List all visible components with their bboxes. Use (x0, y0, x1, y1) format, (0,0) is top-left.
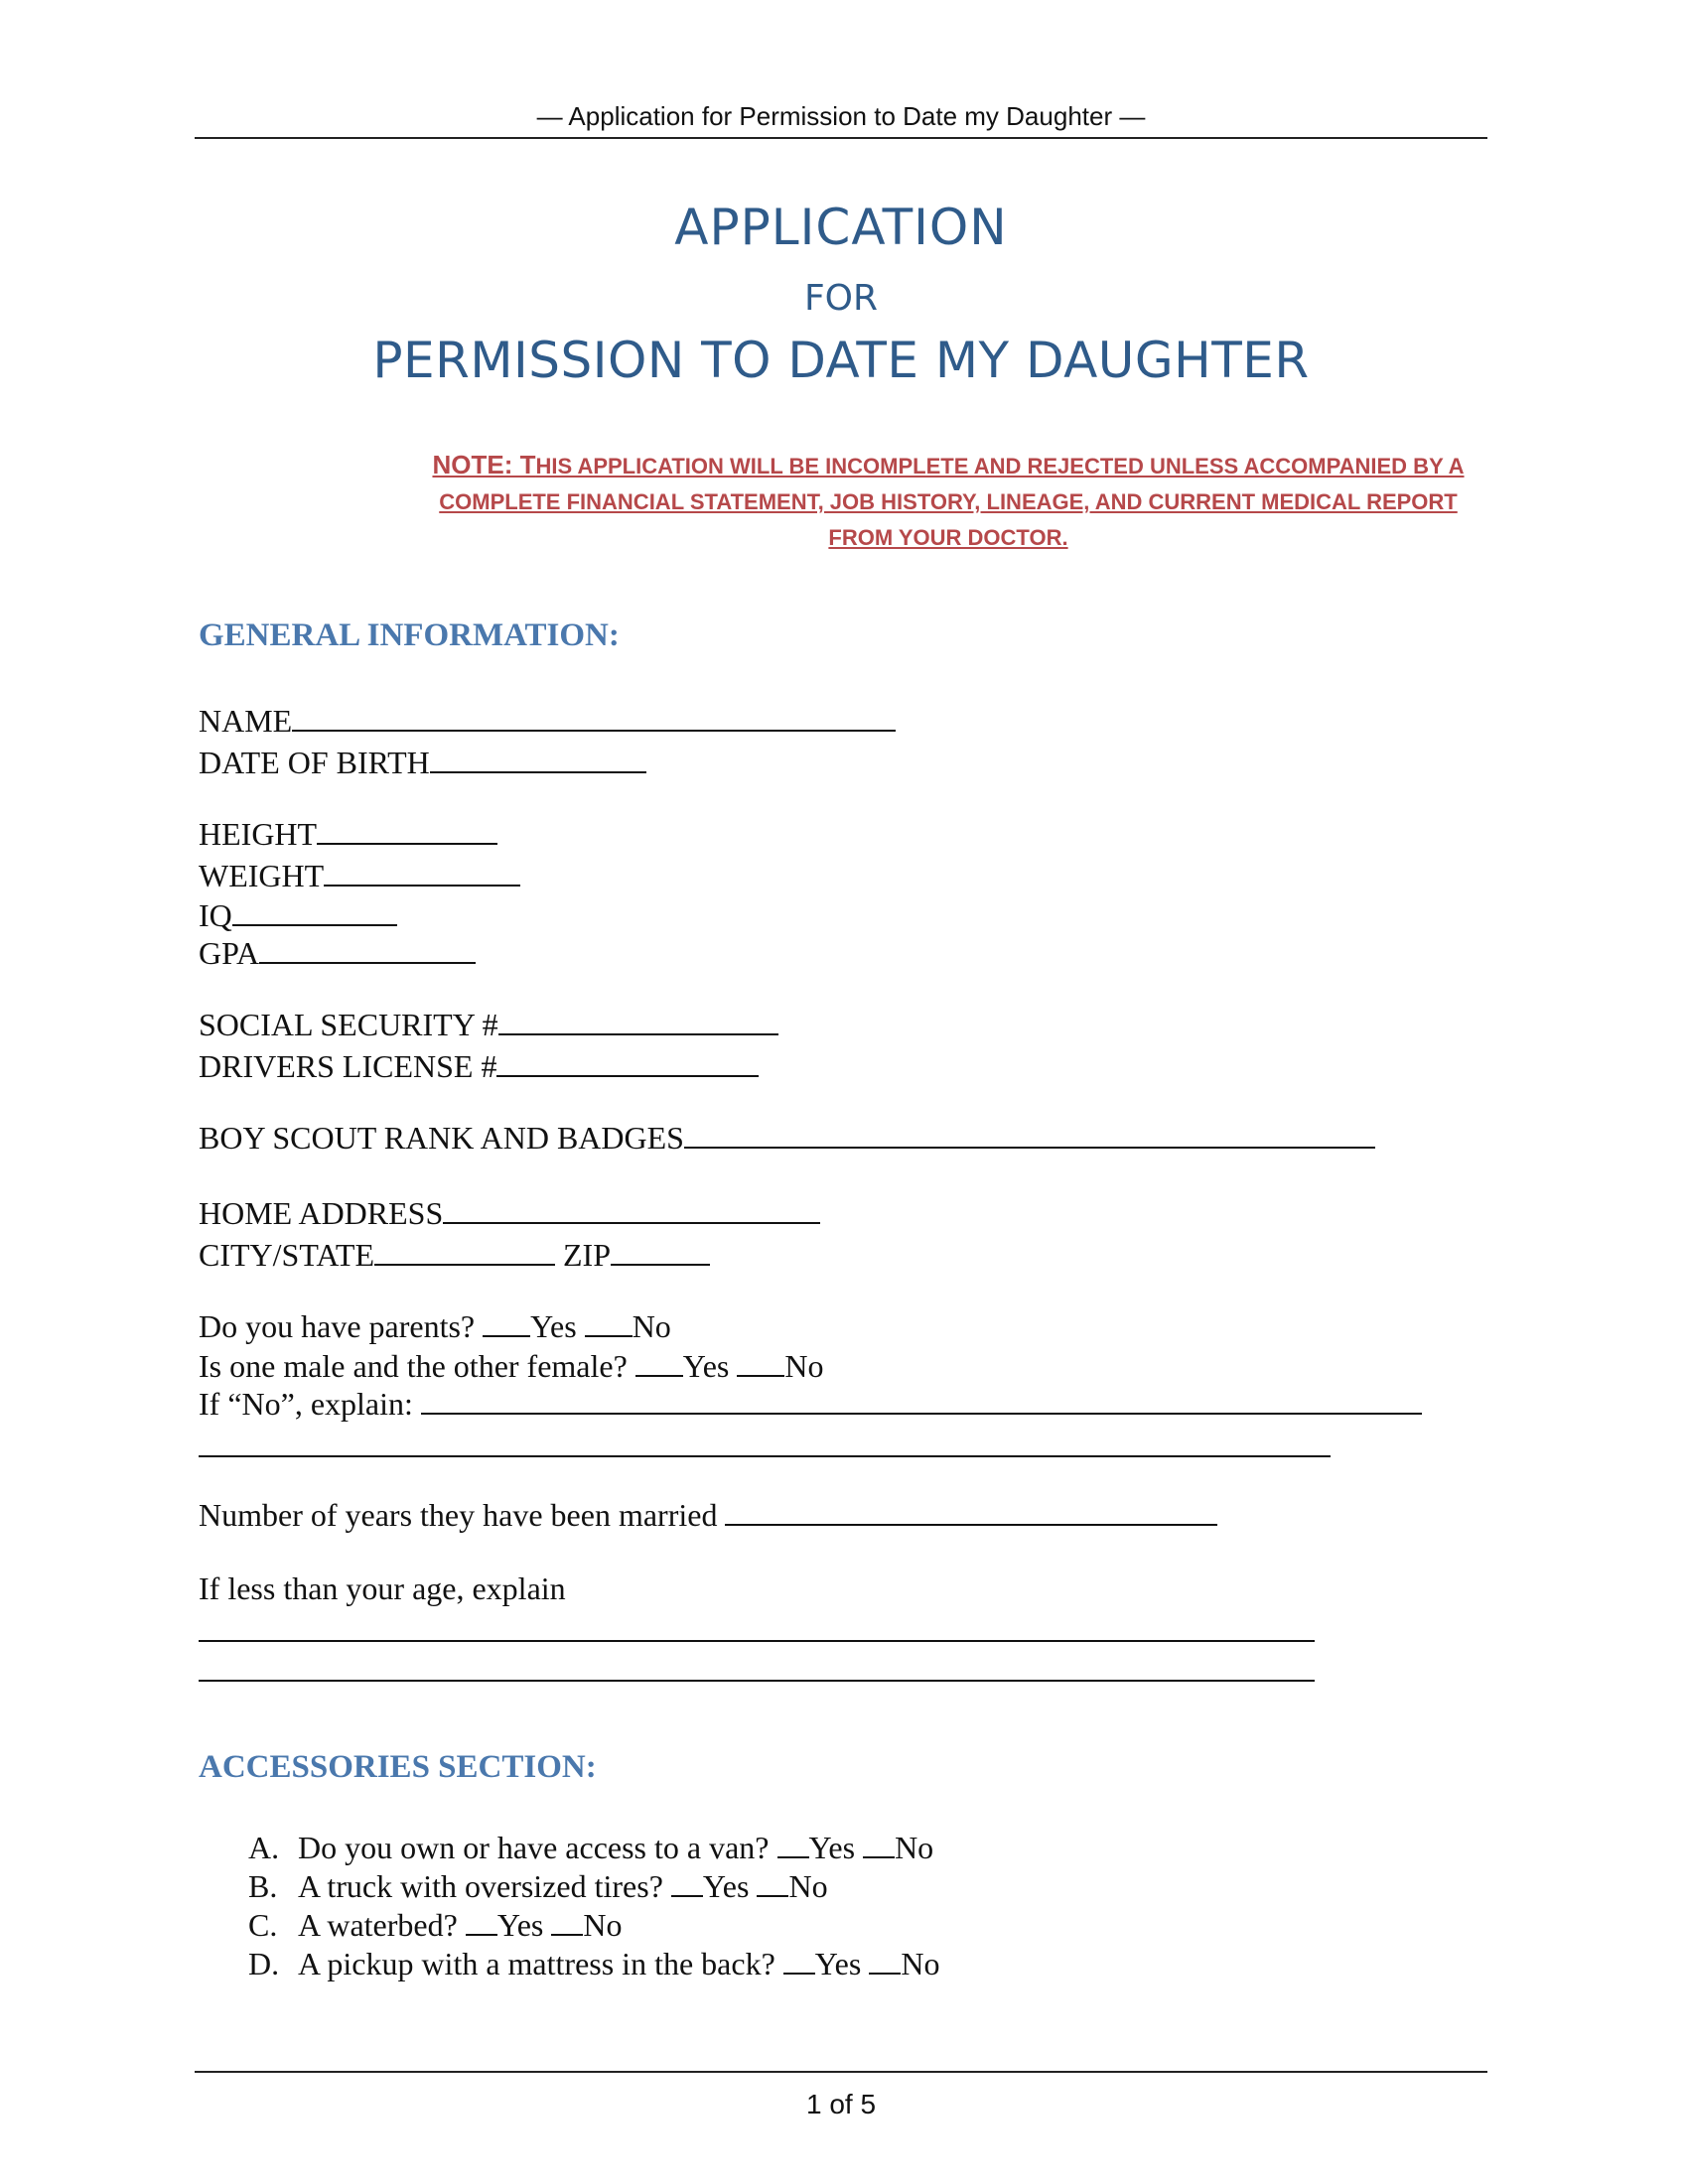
zip-label: ZIP (562, 1237, 611, 1273)
gpa-blank[interactable] (259, 934, 476, 964)
explain-no-blank-line-2[interactable] (199, 1455, 1331, 1457)
waterbed-yes-blank[interactable] (466, 1906, 497, 1936)
gender-question-text: Is one male and the other female? (199, 1348, 628, 1384)
weight-blank[interactable] (324, 857, 520, 887)
note-label: NOTE: T (432, 450, 536, 479)
list-item-text: Do you own or have access to a van? (298, 1830, 770, 1865)
married-years-blank[interactable] (725, 1496, 1217, 1526)
page-number: 1 of 5 (805, 2089, 877, 2119)
iq-label: IQ (199, 897, 232, 933)
list-item-text: A pickup with a mattress in the back? (298, 1946, 775, 1981)
less-than-age-blank-line-2[interactable] (199, 1680, 1315, 1682)
explain-no-blank[interactable] (421, 1385, 1422, 1415)
waterbed-no-blank[interactable] (551, 1906, 583, 1936)
weight-field[interactable] (199, 856, 520, 895)
title-permission: PERMISSION TO DATE MY DAUGHTER (372, 332, 1310, 389)
van-yes-label: Yes (808, 1830, 856, 1865)
list-item-text: A waterbed? (298, 1907, 458, 1943)
pickup-yes-blank[interactable] (783, 1945, 815, 1975)
ssn-field[interactable] (199, 1005, 778, 1044)
accessory-question-waterbed (248, 1906, 939, 1945)
explain-no-label: If “No”, explain: (199, 1386, 413, 1422)
city-zip-field[interactable] (199, 1235, 710, 1275)
married-years-field[interactable] (199, 1495, 1217, 1535)
accessories-section-heading: ACCESSORIES SECTION: (199, 1749, 597, 1785)
name-label: NAME (199, 703, 293, 739)
scout-field[interactable] (199, 1118, 1375, 1158)
dob-label: DATE OF BIRTH (199, 745, 430, 780)
general-information-heading: GENERAL INFORMATION: (199, 617, 620, 653)
parents-yes-label: Yes (530, 1308, 577, 1344)
ssn-label: SOCIAL SECURITY # (199, 1007, 498, 1042)
note-text: HIS APPLICATION WILL BE INCOMPLETE AND REJECTED UNLESS ACCOMPANIED BY A COMPLETE FINANCIAL STATEMENT, JOB HISTORY, LINEAGE, AND CURRENT MEDICAL REPORT FROM YOUR DOCTOR. (439, 454, 1465, 550)
parents-question (199, 1306, 671, 1346)
van-no-label: No (895, 1830, 934, 1865)
iq-blank[interactable] (232, 896, 397, 926)
accessory-question-van (248, 1829, 939, 1867)
gpa-field[interactable] (199, 933, 476, 973)
footer-rule (195, 2071, 1487, 2073)
parents-question-text: Do you have parents? (199, 1308, 476, 1344)
height-field[interactable] (199, 814, 497, 854)
list-marker: D. (248, 1946, 280, 1981)
city-label: CITY/STATE (199, 1237, 374, 1273)
weight-label: WEIGHT (199, 858, 325, 893)
waterbed-yes-label: Yes (496, 1907, 544, 1943)
accessory-question-truck (248, 1867, 939, 1906)
running-header: — Application for Permission to Date my Daughter — (536, 101, 1146, 131)
list-marker: C. (248, 1907, 278, 1943)
van-yes-blank[interactable] (777, 1829, 809, 1858)
truck-no-blank[interactable] (757, 1867, 788, 1897)
less-than-age-label: If less than your age, explain (199, 1570, 566, 1606)
license-label: DRIVERS LICENSE # (199, 1048, 497, 1084)
note-paragraph (427, 447, 1470, 556)
gender-question (199, 1346, 823, 1386)
parents-no-blank[interactable] (585, 1307, 633, 1337)
ssn-blank[interactable] (498, 1006, 778, 1035)
gender-yes-blank[interactable] (635, 1347, 683, 1377)
name-blank[interactable] (292, 702, 896, 732)
accessories-list (248, 1829, 939, 1983)
van-no-blank[interactable] (863, 1829, 895, 1858)
pickup-no-label: No (901, 1946, 940, 1981)
scout-label: BOY SCOUT RANK AND BADGES (199, 1120, 684, 1156)
height-blank[interactable] (317, 815, 497, 845)
name-field[interactable] (199, 701, 896, 741)
zip-blank[interactable] (611, 1236, 710, 1266)
pickup-yes-label: Yes (814, 1946, 862, 1981)
truck-no-label: No (788, 1868, 828, 1904)
explain-no-field[interactable] (199, 1384, 1422, 1424)
gender-no-label: No (784, 1348, 824, 1384)
married-years-label: Number of years they have been married (199, 1497, 718, 1533)
title-application: APPLICATION (674, 199, 1008, 256)
title-for: FOR (803, 278, 879, 319)
height-label: HEIGHT (199, 816, 318, 852)
truck-yes-blank[interactable] (671, 1867, 703, 1897)
dob-blank[interactable] (430, 744, 646, 773)
waterbed-no-label: No (583, 1907, 623, 1943)
parents-no-label: No (632, 1308, 671, 1344)
license-field[interactable] (199, 1046, 759, 1086)
list-item-text: A truck with oversized tires? (298, 1868, 663, 1904)
header-rule (195, 137, 1487, 139)
pickup-no-blank[interactable] (869, 1945, 901, 1975)
truck-yes-label: Yes (702, 1868, 750, 1904)
gender-no-blank[interactable] (737, 1347, 784, 1377)
address-field[interactable] (199, 1193, 820, 1233)
iq-field[interactable] (199, 895, 397, 935)
scout-blank[interactable] (684, 1119, 1375, 1149)
gender-yes-label: Yes (682, 1348, 730, 1384)
less-than-age-blank-line-1[interactable] (199, 1640, 1315, 1642)
dob-field[interactable] (199, 743, 646, 782)
gpa-label: GPA (199, 935, 260, 971)
address-label: HOME ADDRESS (199, 1195, 444, 1231)
address-blank[interactable] (443, 1194, 820, 1224)
list-marker: A. (248, 1830, 280, 1865)
license-blank[interactable] (496, 1047, 759, 1077)
list-marker: B. (248, 1868, 278, 1904)
city-blank[interactable] (374, 1236, 555, 1266)
accessory-question-pickup (248, 1945, 939, 1983)
parents-yes-blank[interactable] (483, 1307, 530, 1337)
